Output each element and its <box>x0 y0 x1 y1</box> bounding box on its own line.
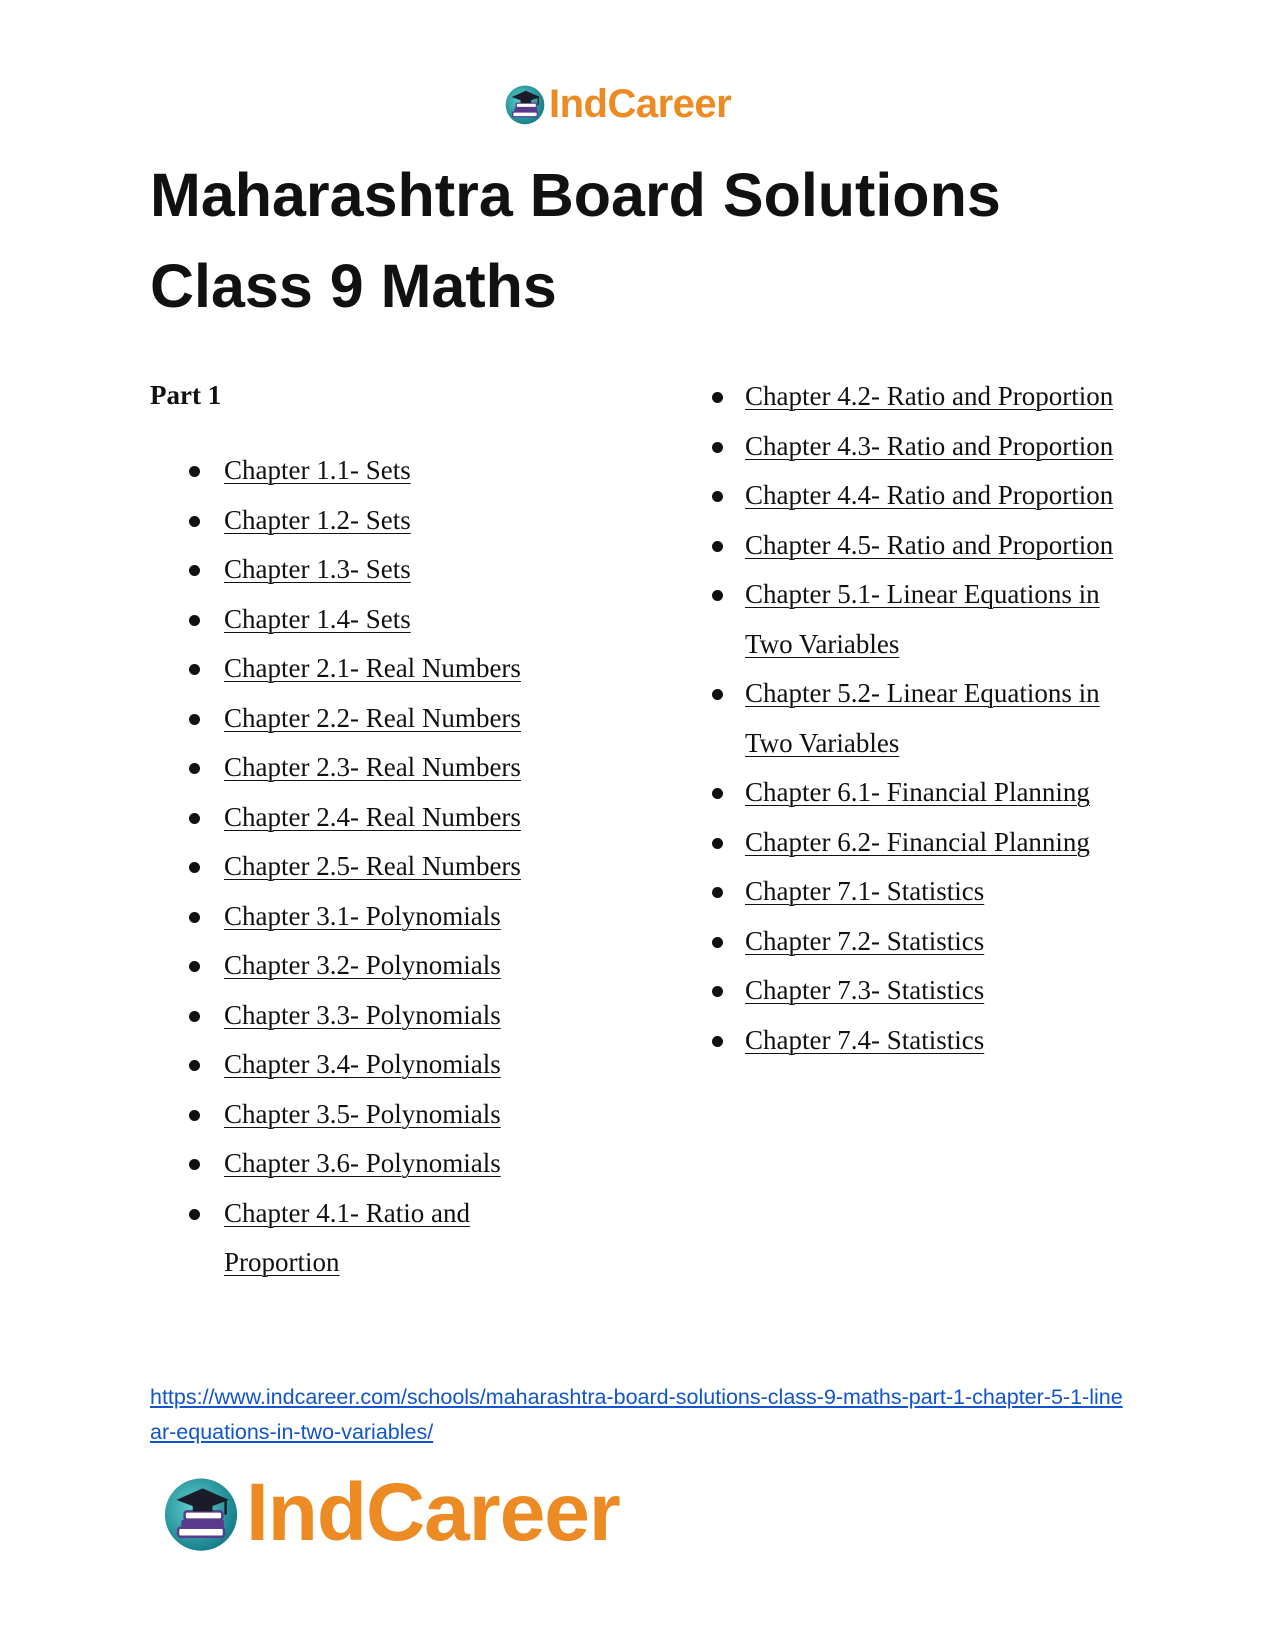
chapter-link[interactable]: Chapter 1.4- Sets <box>224 603 411 634</box>
chapter-link[interactable]: Chapter 3.2- Polynomials <box>224 950 501 980</box>
chapter-link[interactable]: Chapter 2.1- Real Numbers <box>224 653 521 683</box>
logo-wordmark: IndCareer <box>246 1467 620 1558</box>
list-item <box>185 694 585 744</box>
list-item <box>185 941 585 991</box>
list-item <box>708 372 1128 422</box>
list-item <box>708 917 1128 967</box>
chapter-list-left <box>185 446 585 1288</box>
chapter-link[interactable]: Chapter 2.5- Real Numbers <box>224 851 521 881</box>
list-item <box>185 446 585 496</box>
graduation-cap-books-icon <box>503 82 547 126</box>
chapter-link[interactable]: Chapter 7.4- Statistics <box>745 1024 985 1055</box>
chapter-link[interactable]: Chapter 5.1- Linear Equations in Two Variables <box>745 579 1100 659</box>
list-item <box>185 793 585 843</box>
list-item <box>185 842 585 892</box>
list-item <box>185 1139 585 1189</box>
list-item <box>708 570 1128 669</box>
chapter-link[interactable]: Chapter 2.2- Real Numbers <box>224 702 521 733</box>
list-item <box>708 1016 1128 1066</box>
list-item <box>185 991 585 1041</box>
list-item <box>185 1040 585 1090</box>
chapter-link[interactable]: Chapter 7.3- Statistics <box>745 975 985 1005</box>
page-title: Maharashtra Board Solutions Class 9 Maths <box>150 161 1001 320</box>
chapter-link[interactable]: Chapter 4.2- Ratio and Proportion <box>745 381 1114 411</box>
list-item <box>708 818 1128 868</box>
chapter-link[interactable]: Chapter 4.5- Ratio and Proportion <box>745 529 1114 560</box>
part-heading: Part 1 <box>150 380 222 410</box>
chapter-link[interactable]: Chapter 2.3- Real Numbers <box>224 752 521 782</box>
chapter-link[interactable]: Chapter 3.3- Polynomials <box>224 999 501 1030</box>
list-item <box>708 966 1128 1016</box>
chapter-link[interactable]: Chapter 6.1- Financial Planning <box>745 777 1090 807</box>
logo-wordmark: IndCareer <box>549 81 732 126</box>
chapter-link[interactable]: Chapter 3.5- Polynomials <box>224 1098 501 1129</box>
chapter-link[interactable]: Chapter 1.1- Sets <box>224 455 411 485</box>
list-item <box>708 867 1128 917</box>
footer-logo <box>160 1468 620 1558</box>
chapter-link[interactable]: Chapter 3.4- Polynomials <box>224 1049 501 1079</box>
graduation-cap-books-icon <box>160 1472 242 1554</box>
list-item <box>708 669 1128 768</box>
list-item <box>708 471 1128 521</box>
chapter-link[interactable]: Chapter 7.1- Statistics <box>745 876 985 906</box>
chapter-link[interactable]: Chapter 3.6- Polynomials <box>224 1148 501 1178</box>
list-item <box>708 422 1128 472</box>
list-item <box>185 496 585 546</box>
list-item <box>185 892 585 942</box>
chapter-link[interactable]: Chapter 2.4- Real Numbers <box>224 801 521 832</box>
list-item <box>708 521 1128 571</box>
list-item <box>185 1090 585 1140</box>
list-item <box>185 743 585 793</box>
list-item <box>185 1189 585 1288</box>
chapter-list-right <box>708 372 1128 1065</box>
chapter-link[interactable]: Chapter 4.4- Ratio and Proportion <box>745 480 1114 510</box>
chapter-link[interactable]: Chapter 1.3- Sets <box>224 554 411 584</box>
list-item <box>185 595 585 645</box>
chapter-link[interactable]: Chapter 4.3- Ratio and Proportion <box>745 430 1114 461</box>
header-logo <box>503 80 731 128</box>
chapter-link[interactable]: Chapter 5.2- Linear Equations in Two Variables <box>745 678 1100 758</box>
chapter-link[interactable]: Chapter 4.1- Ratio and Proportion <box>224 1197 470 1277</box>
chapter-link[interactable]: Chapter 7.2- Statistics <box>745 925 985 956</box>
chapter-link[interactable]: Chapter 6.2- Financial Planning <box>745 826 1090 857</box>
list-item <box>708 768 1128 818</box>
chapter-link[interactable]: Chapter 1.2- Sets <box>224 504 411 535</box>
source-url-link[interactable]: https://www.indcareer.com/schools/maharashtra-board-solutions-class-9-maths-part-1-chapter-5-1-linear-equations-in-two-variables/ <box>150 1385 1123 1444</box>
chapter-link[interactable]: Chapter 3.1- Polynomials <box>224 900 501 931</box>
list-item <box>185 545 585 595</box>
list-item <box>185 644 585 694</box>
